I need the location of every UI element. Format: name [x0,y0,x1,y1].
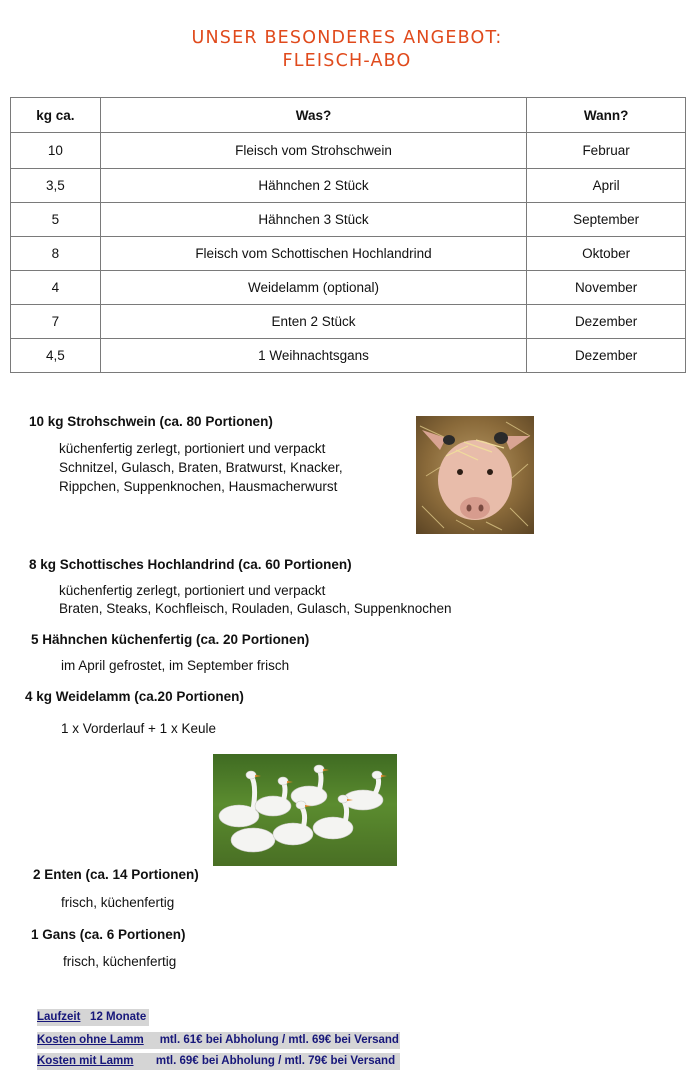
column-header-what: Was? [100,98,526,133]
cell-kg: 3,5 [11,169,101,203]
cell-what: 1 Weihnachtsgans [100,339,526,373]
table-row [11,133,686,169]
column-header-when: Wann? [527,98,686,133]
cell-when: Februar [527,133,686,169]
cell-kg: 4,5 [11,339,101,373]
pork-line: Schnitzel, Gulasch, Braten, Bratwurst, Knacker, [59,460,343,475]
cost-without-lamb-label: Kosten ohne Lamm [37,1034,144,1046]
cell-when: September [527,203,686,237]
cell-what: Hähnchen 2 Stück [100,169,526,203]
cost-with-lamb-label: Kosten mit Lamm [37,1055,134,1067]
cell-kg: 4 [11,271,101,305]
cost-without-lamb-value: mtl. 61€ bei Abholung / mtl. 69€ bei Versand [159,1034,399,1046]
table-row [11,305,686,339]
ducks-line: frisch, küchenfertig [61,895,175,910]
table-row [11,203,686,237]
cell-kg: 10 [11,133,101,169]
pork-line: Rippchen, Suppenknochen, Hausmacherwurst [59,479,338,494]
cell-when: Dezember [527,339,686,373]
pig-photo [416,416,534,534]
cell-kg: 8 [11,237,101,271]
table-row [11,237,686,271]
ducks-heading: 2 Enten (ca. 14 Portionen) [33,867,199,882]
cell-what: Hähnchen 3 Stück [100,203,526,237]
chicken-heading: 5 Hähnchen küchenfertig (ca. 20 Portionen) [31,632,310,647]
cell-kg: 5 [11,203,101,237]
cell-when: Oktober [527,237,686,271]
pork-line: küchenfertig zerlegt, portioniert und verpackt [59,441,326,456]
beef-line: Braten, Steaks, Kochfleisch, Rouladen, Gulasch, Suppenknochen [59,601,452,616]
cell-what: Enten 2 Stück [100,305,526,339]
cell-what: Fleisch vom Strohschwein [100,133,526,169]
page-subtitle: FLEISCH-ABO [282,51,412,71]
cell-when: November [527,271,686,305]
goose-heading: 1 Gans (ca. 6 Portionen) [31,927,186,942]
table-row [11,169,686,203]
cell-when: April [527,169,686,203]
cell-what: Fleisch vom Schottischen Hochlandrind [100,237,526,271]
geese-photo [213,754,397,866]
cell-what: Weidelamm (optional) [100,271,526,305]
column-header-kg: kg ca. [11,98,101,133]
chicken-line: im April gefrostet, im September frisch [61,658,290,673]
table-header-row [11,98,686,133]
delivery-schedule-table [10,97,686,373]
cost-with-lamb-row [37,1053,400,1070]
lamb-heading: 4 kg Weidelamm (ca.20 Portionen) [25,689,244,704]
lamb-line: 1 x Vorderlauf + 1 x Keule [61,721,216,736]
table-row [11,271,686,305]
page-title: UNSER BESONDERES ANGEBOT: [191,28,503,48]
term-value: 12 Monate [90,1011,147,1023]
table-row [11,339,686,373]
cell-when: Dezember [527,305,686,339]
cell-kg: 7 [11,305,101,339]
term-label: Laufzeit [37,1011,81,1023]
beef-line: küchenfertig zerlegt, portioniert und verpackt [59,583,326,598]
term-row [37,1009,149,1026]
cost-without-lamb-row [37,1032,400,1049]
cost-with-lamb-value: mtl. 69€ bei Abholung / mtl. 79€ bei Versand [155,1055,396,1067]
pork-heading: 10 kg Strohschwein (ca. 80 Portionen) [29,414,273,429]
beef-heading: 8 kg Schottisches Hochlandrind (ca. 60 Portionen) [29,557,352,572]
goose-line: frisch, küchenfertig [63,954,177,969]
